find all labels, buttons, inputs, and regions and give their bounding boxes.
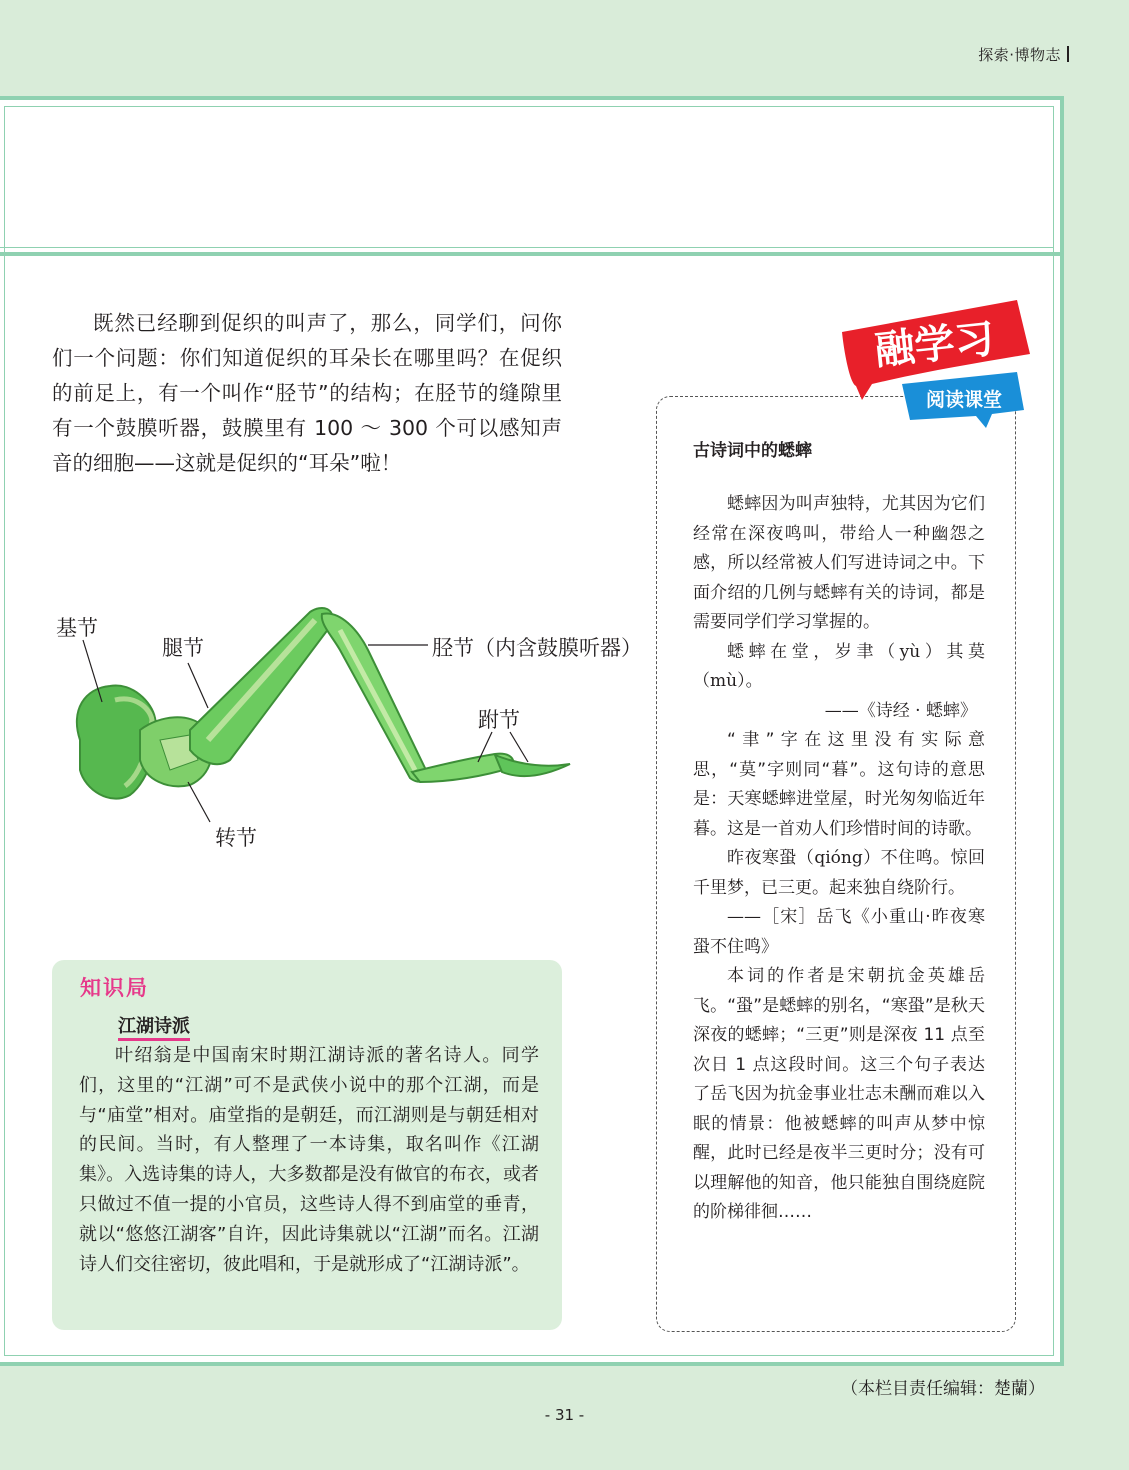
knowledge-subtitle xyxy=(118,1012,190,1038)
knowledge-title: 知识局 xyxy=(80,976,149,1000)
label-femur: 腿节 xyxy=(162,636,204,660)
sidebar-paragraph: 蟋蟀因为叫声独特，尤其因为它们经常在深夜鸣叫，带给人一种幽怨之感，所以经常被人们写进诗词之中。下面介绍的几例与蟋蟀有关的诗词，都是需要同学们学习掌握的。 xyxy=(693,494,985,632)
top-band xyxy=(0,96,1064,256)
knowledge-body xyxy=(79,1041,539,1279)
sidebar-body xyxy=(693,490,985,1228)
sidebar-poem: 蟋蟀在堂，岁聿（yù）其莫（mù）。 xyxy=(693,641,985,691)
label-tarsus: 跗节 xyxy=(478,708,520,732)
knowledge-subtitle-text: 江湖诗派 xyxy=(118,1016,190,1037)
reading-badge xyxy=(832,292,1042,432)
header-bar xyxy=(1067,46,1069,62)
intro-text: 既然已经聊到促织的叫声了，那么，同学们，问你们一个问题：你们知道促织的耳朵长在哪里吗？在促织的前足上，有一个叫作“胫节”的结构；在胫节的缝隙里有一个鼓膜听器，鼓膜里有 100 ～ 300 个可以感知声音的细胞——这就是促织的“耳朵”啦！ xyxy=(52,311,562,475)
editor-credit: （本栏目责任编辑：楚蘭） xyxy=(841,1379,1045,1399)
section-header xyxy=(978,44,1069,65)
sidebar-poem-source: ——《诗经 · 蟋蟀》 xyxy=(824,700,977,721)
badge-main-text: 融学习 xyxy=(872,315,997,375)
badge-graphic xyxy=(832,292,1042,432)
label-tibia: 胫节（内含鼓膜听器） xyxy=(432,636,642,660)
sidebar-title: 古诗词中的蟋蟀 xyxy=(693,441,812,461)
foreleg-diagram xyxy=(40,590,650,860)
badge-sub-text: 阅读课堂 xyxy=(925,389,1003,411)
sidebar-paragraph: “聿”字在这里没有实际意思，“莫”字则同“暮”。这句诗的意思是：天寒蟋蟀进堂屋，时光匆匆临近年暮。这是一首劝人们珍惜时间的诗歌。 xyxy=(693,730,985,839)
intro-paragraph xyxy=(52,306,562,481)
page-number: - 31 - xyxy=(544,1406,585,1424)
foreleg-illustration xyxy=(40,590,650,860)
sidebar-paragraph: 本词的作者是宋朝抗金英雄岳飞。“蛩”是蟋蟀的别名，“寒蛩”是秋天深夜的蟋蟀；“三更”则是深夜 11 点至次日 1 点这段时间。这三个句子表达了岳飞因为抗金事业壮志未酬而难以入眠的情景：他被蟋蟀的叫声从梦中惊醒，此时已经是夜半三更时分；没有可以理解他的知音，他只能独自围绕庭院的阶梯徘徊…… xyxy=(693,966,985,1222)
label-trochanter: 转节 xyxy=(215,826,257,850)
section-name: 探索·博物志 xyxy=(978,46,1061,64)
sidebar-poem: 昨夜寒蛩（qióng）不住鸣。惊回千里梦，已三更。起来独自绕阶行。 xyxy=(693,848,985,898)
sidebar-poem-source: ——［宋］岳飞《小重山·昨夜寒蛩不住鸣》 xyxy=(693,907,985,957)
knowledge-text: 叶绍翁是中国南宋时期江湖诗派的著名诗人。同学们，这里的“江湖”可不是武侠小说中的那个江湖，而是与“庙堂”相对。庙堂指的是朝廷，而江湖则是与朝廷相对的民间。当时，有人整理了一本诗集，取名叫作《江湖集》。入选诗集的诗人，大多数都是没有做官的布衣，或者只做过不值一提的小官员，这些诗人得不到庙堂的垂青，就以“悠悠江湖客”自许，因此诗集就以“江湖”而名。江湖诗人们交往密切，彼此唱和，于是就形成了“江湖诗派”。 xyxy=(79,1045,539,1275)
label-coxa: 基节 xyxy=(56,616,98,640)
